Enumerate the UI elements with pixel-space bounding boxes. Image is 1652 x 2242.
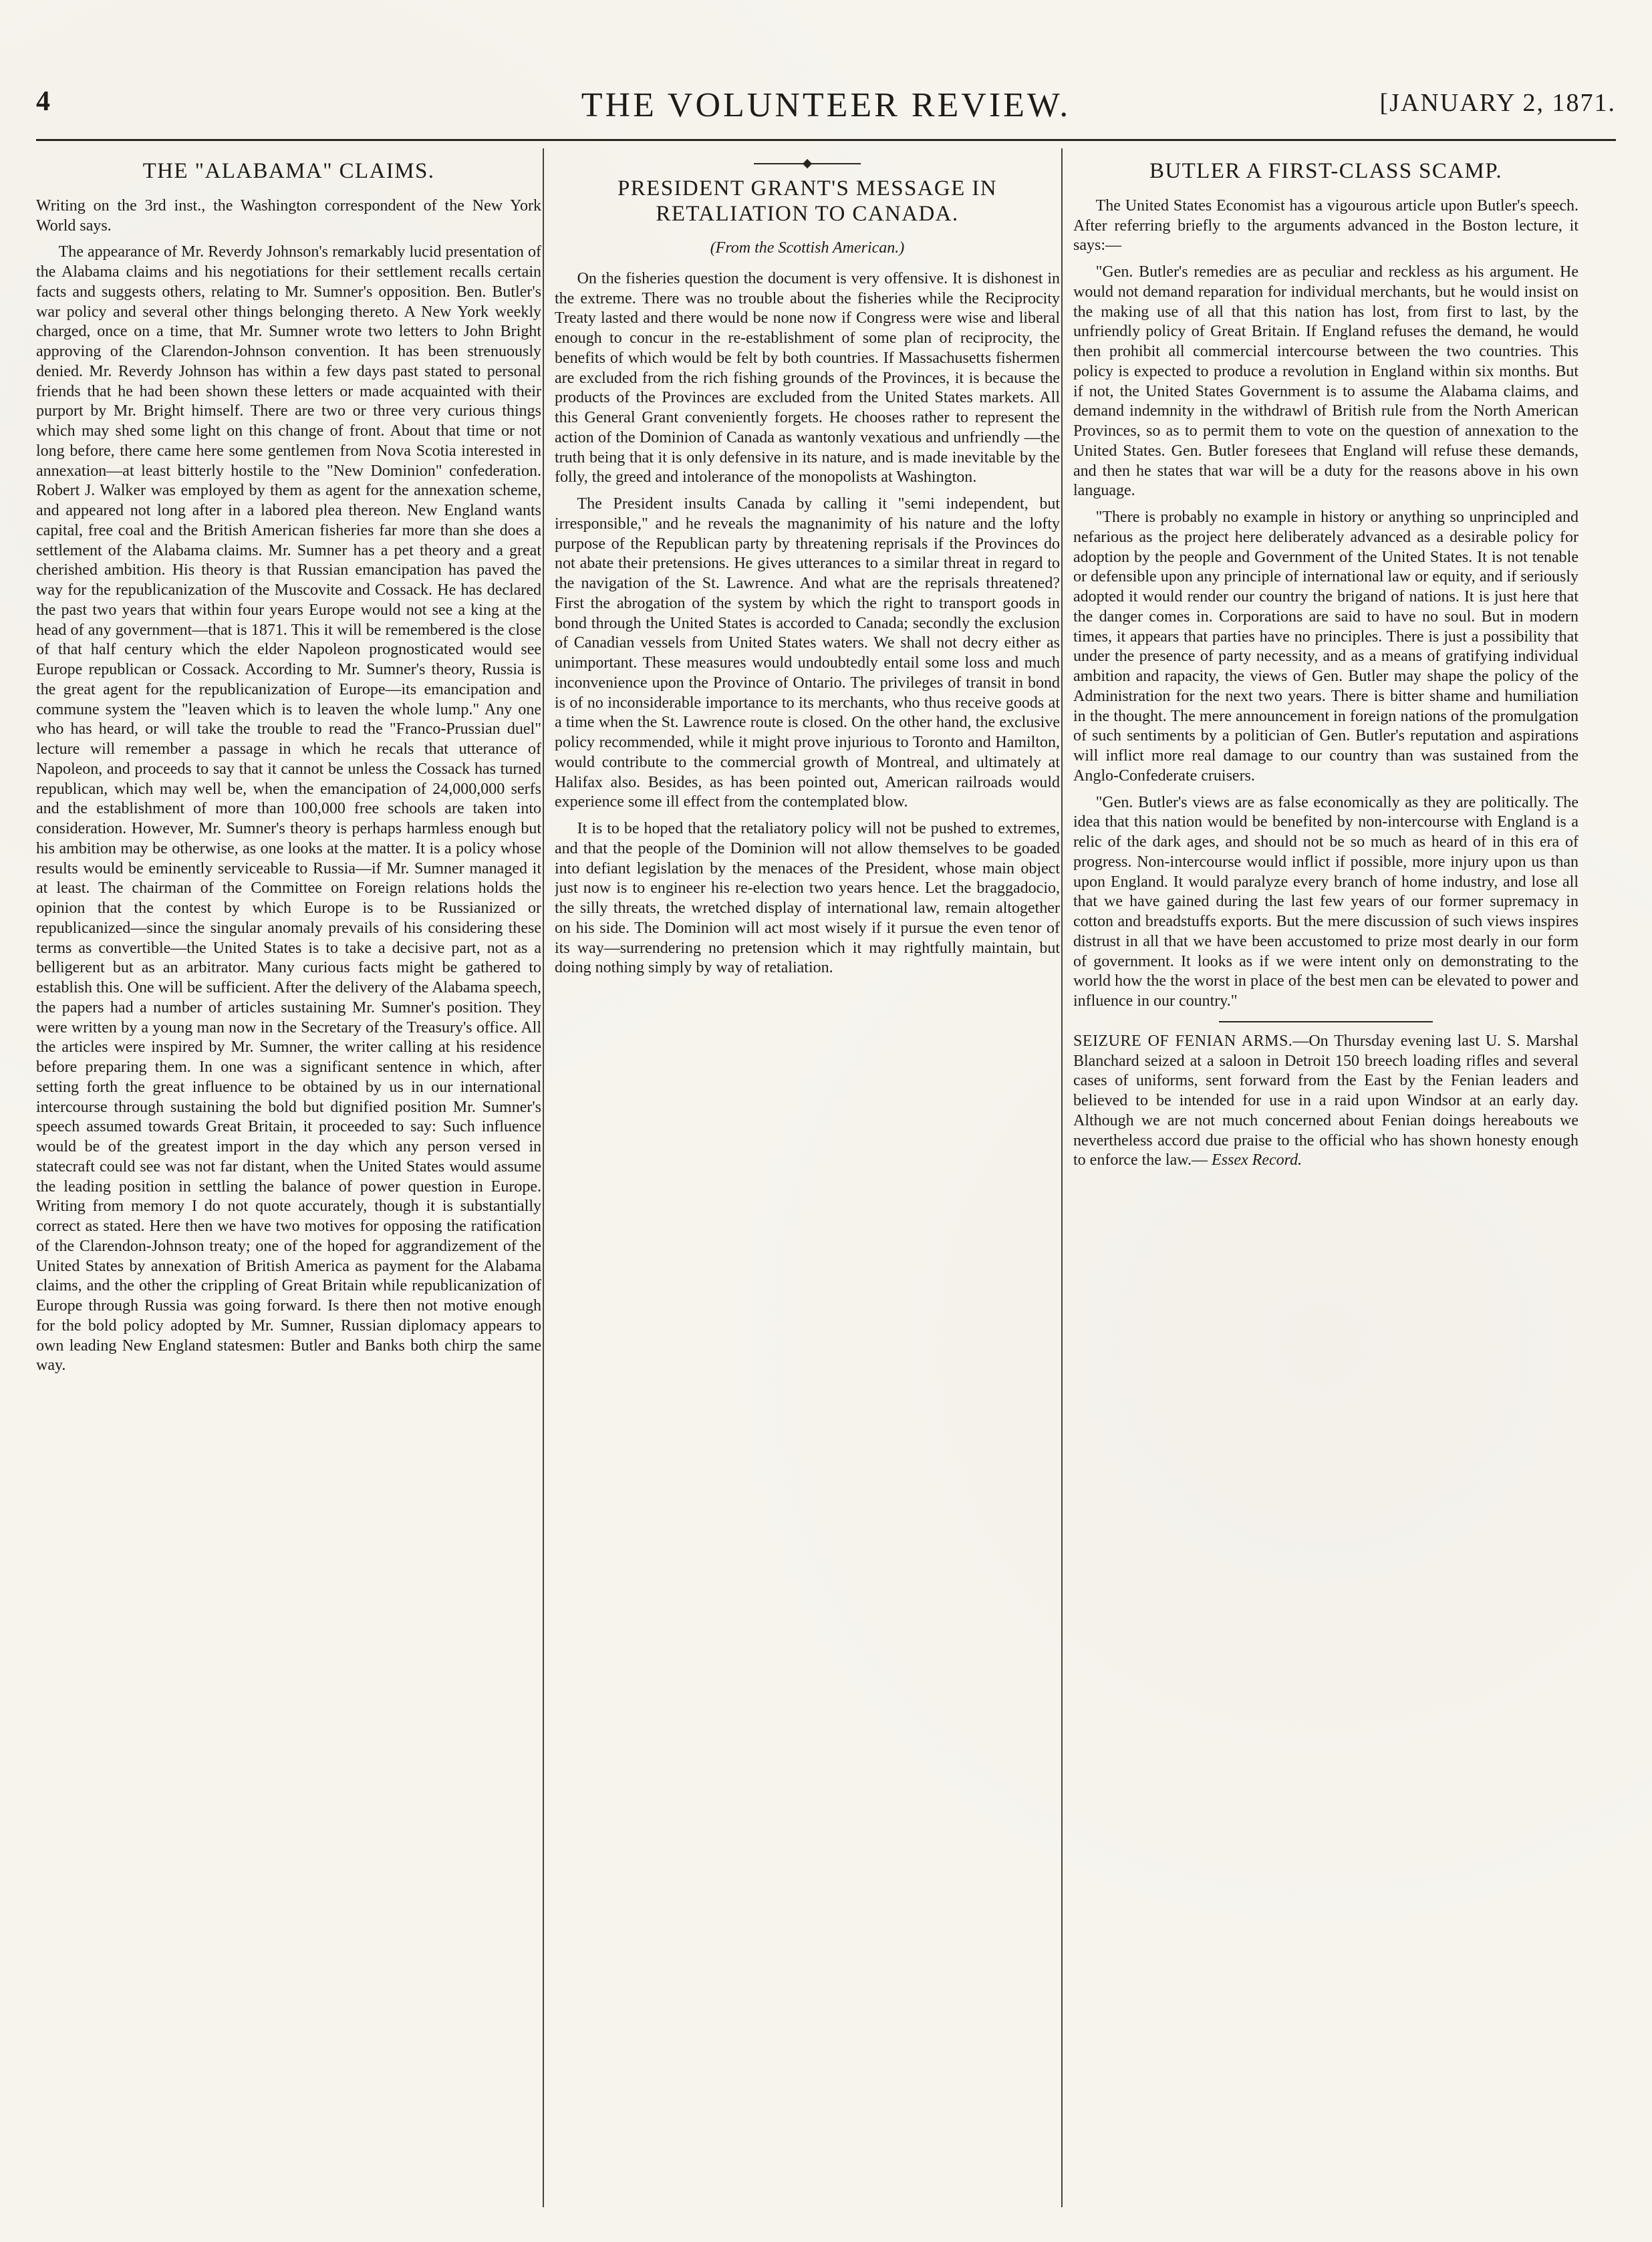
fenian-arms-text: —On Thursday evening last U. S. Marshal Blanchard seized at a saloon in Detroit 150 breech loading rifles and several cases of uniforms, sent forward from the East by the Fenian leaders and believed to be intended for use in a raid upon Windsor at an early day. Although we are not much concerned about Fenian doings hereabouts we nevertheless accord due praise to the official who has shown honesty enough to enforce the law.— bbox=[1073, 1032, 1578, 1169]
butler-body bbox=[1073, 196, 1578, 1012]
butler-paragraph-2: "Gen. Butler's remedies are as peculiar and reckless as his argument. He would not demand reparation for individual merchants, but he would insist on the making use of all that this nation has lost, from first to last, by the unfriendly policy of Great Britain. If England refuses the demand, he would then prohibit all commercial intercourse between the two countries. This policy is expected to produce a revolution in England within six months. But if not, the United States Government is to assume the Alabama claims, and demand indemnity in the withdrawl of British rule from the North American Provinces, so as to permit them to vote on the question of annexation to the United States. Gen. Butler foresees that England will refuse these demands, and then he states that war will be a duty for the reasons above in his own language. bbox=[1073, 263, 1578, 500]
butler-title: BUTLER A FIRST-CLASS SCAMP. bbox=[1149, 159, 1503, 183]
alabama-claims-body bbox=[36, 196, 541, 1376]
president-grant-source: (From the Scottish American.) bbox=[710, 239, 905, 257]
president-grant-body bbox=[555, 269, 1060, 978]
masthead-rule bbox=[36, 139, 1616, 141]
left-column bbox=[36, 151, 541, 2209]
issue-date: [JANUARY 2, 1871. bbox=[1379, 89, 1616, 117]
butler-paragraph-4: "Gen. Butler's views are as false economically as they are politically. The idea that this nation would be benefited by non-intercourse with England is a relic of the dark ages, and should not be so much as heard of in this era of progress. Non-intercourse would inflict if possible, more injury upon us than upon England. It would paralyze every branch of home industry, and lose all that we have gained during the last few years of our former supremacy in cotton and breadstuffs exports. But the mere discussion of such views inspires distrust in all that we have been accustomed to prize most dearly in our form of government. It looks as if we were intent only on demonstrating to the world how the the worst in place of the best men can be elevated to power and influence in our country." bbox=[1073, 793, 1578, 1010]
column-divider-right bbox=[1061, 148, 1063, 2207]
fenian-arms-paragraph bbox=[1073, 1032, 1578, 1171]
column-divider-left bbox=[543, 148, 544, 2207]
publication-title: THE VOLUNTEER REVIEW. bbox=[581, 86, 1071, 124]
president-grant-paragraph-2: The President insults Canada by calling it "semi independent, but irresponsible," and he reveals the magnanimity of his nature and the lofty purpose of the Republican party by threatening reprisals if the Provinces do not abate their pretensions. He gives utterances to a similar threat in regard to the navigation of the St. Lawrence. And what are the reprisals threatened? First the abrogation of the system by which the right to transport goods in bond through the United States is accorded to Canada; secondly the exclusion of Canadian vessels from United States waters. We shall not decry either as unimportant. These measures would undoubtedly entail some loss and much inconvenience upon the Province of Ontario. The privileges of transit in bond is of no inconsiderable importance to its merchants, who thus receive goods at a time when the St. Lawrence route is closed. On the other hand, the exclusive policy recommended, while it might prove injurious to Toronto and Hamilton, would contribute to the commercial growth of Montreal, and ultimately at Halifax also. Besides, as has been pointed out, American railroads would experience some ill effect from the contemplated blow. bbox=[555, 495, 1060, 811]
alabama-claims-title: THE "ALABAMA" CLAIMS. bbox=[142, 159, 435, 183]
fenian-arms-body bbox=[1073, 1032, 1578, 1171]
butler-paragraph-1: The United States Economist has a vigourous article upon Butler's speech. After referring briefly to the arguments advanced in the Boston lecture, it says:— bbox=[1073, 196, 1578, 255]
president-grant-paragraph-3: It is to be hoped that the retaliatory policy will not be pushed to extremes, and that the people of the Dominion will not allow themselves to be goaded into defiant legislation by the menaces of the President, whose main object just now is to engineer his re-election two years hence. Let the braggadocio, the silly threats, the wretched display of international law, remain altogether on his side. The Dominion will act most wisely if it pursue the even tenor of its way—surrendering no pretension which it may rightfully maintain, but doing nothing simply by way of retaliation. bbox=[555, 820, 1060, 977]
alabama-claims-paragraph-1: Writing on the 3rd inst., the Washington correspondent of the New York World says. bbox=[36, 196, 541, 235]
masthead bbox=[36, 86, 1616, 132]
right-column-rule bbox=[1219, 1021, 1433, 1022]
fenian-arms-source: Essex Record. bbox=[1212, 1151, 1302, 1169]
president-grant-paragraph-1: On the fisheries question the document is very offensive. It is dishonest in the extreme. There was no trouble about the fisheries while the Reciprocity Treaty lasted and there would be none now if Congress were wise and liberal enough to concur in the re-establishment of some plan of reciprocity, the benefits of which would be felt by both countries. If Massachusetts fishermen are excluded from the rich fishing grounds of the Provinces, it is because the products of the Provinces are excluded from the United States markets. All this General Grant conveniently forgets. He chooses rather to represent the action of the Dominion of Canada as wantonly vexatious and unfriendly —the truth being that it is only defensive in its nature, and is made inevitable by the folly, the greed and intolerance of the monopolists at Washington. bbox=[555, 269, 1060, 486]
fenian-arms-heading: SEIZURE OF FENIAN ARMS. bbox=[1073, 1032, 1293, 1050]
section-ornament-rule bbox=[754, 163, 861, 164]
page-number: 4 bbox=[36, 86, 51, 117]
middle-column bbox=[555, 151, 1060, 2209]
alabama-claims-paragraph-2: The appearance of Mr. Reverdy Johnson's remarkably lucid presentation of the Alabama claims and his negotiations for their settlement recalls certain facts and suggests others, relating to Mr. Sumner's opposition. Ben. Butler's war policy and several other things belonging thereto. A New York weekly charged, once on a time, that Mr. Sumner wrote two letters to John Bright approving of the Clarendon-Johnson convention. It has been strenuously denied. Mr. Reverdy Johnson has within a few days past stated to personal friends that he had been shown these letters or made acquainted with their purport by Mr. Bright himself. There are two or three very curious things which may shed some light on this change of front. About that time or not long before, there came here some gentlemen from Nova Scotia interested in annexation—at least bitterly hostile to the "New Dominion" confederation. Robert J. Walker was employed by them as agent for the annexation scheme, and appeared not long after in a labored plea thereon. New England wants capital, free coal and the British American fisheries far more than she does a settlement of the Alabama claims. Mr. Sumner has a pet theory and a great cherished ambition. His theory is that Russian emancipation has paved the way for the republicanization of the Muscovite and Cossack. He has declared the past two years that within four years Europe would not see a king at the head of any government—that is 1871. This it will be remembered is the close of that half century which the elder Napoleon prognosticated would see Europe republican or Cossack. According to Mr. Sumner's theory, Russia is the great agent for the republicanization of Europe—its emancipation and commune system the "leaven which is to leaven the whole lump." Any one who has heard, or will take the trouble to read the "Franco-Prussian duel" lecture will remember a passage in which he recals that utterance of Napoleon, and proceeds to say that it cannot be unless the Cossack has turned republican, which may well be, when the emancipation of 24,000,000 serfs and the establishment of more than 100,000 free schools are taken into consideration. However, Mr. Sumner's theory is perhaps harmless enough but his ambition may be otherwise, as one looks at the matter. It is a policy whose results would be eminently serviceable to Russia—if Mr. Sumner managed it at least. The chairman of the Committee on Foreign relations holds the opinion that the contest by which Europe is to be Russianized or republicanized—since the singular anomaly prevails of his considering these terms as convertible—the United States is to take a decisive part, not as a belligerent but as an arbitrator. Many curious facts might be gathered to establish this. One will be sufficient. After the delivery of the Alabama speech, the papers had a number of articles sustaining Mr. Sumner's position. They were written by a young man now in the Secretary of the Treasury's office. All the articles were inspired by Mr. Sumner, the writer calling at his residence before preparing them. In one was a significant sentence in which, after setting forth the great influence to be obtained by us in our international intercourse through sustaining the bold but dignified position Mr. Sumner's speech assumed towards Great Britain, it proceeded to say: Such influence would be of the greatest import in the day which any person versed in statecraft could see was not far distant, when the United States would assume the leading position in settling the balance of power question in Europe. Writing from memory I do not quote accurately, though it is substantially correct as stated. Here then we have two motives for opposing the ratification of the Clarendon-Johnson treaty; one of the hoped for aggrandizement of the United States by annexation of British America as payment for the Alabama claims, and the other the crippling of Great Britain while republicanization of Europe through Russia was going forward. Is there then not motive enough for the bold policy adopted by Mr. Sumner, Russian diplomacy appears to own leading New England statesmen: Butler and Banks both chirp the same way. bbox=[36, 243, 541, 1375]
president-grant-title: PRESIDENT GRANT'S MESSAGE IN RETALIATION TO CANADA. bbox=[617, 176, 997, 226]
butler-paragraph-3: "There is probably no example in history or anything so unprincipled and nefarious as the project here deliberately advanced as a desirable policy for adoption by the people and Government of the United States. It is not tenable or defensible upon any principle of international law or equity, and if seriously adopted it would render our country the brigand of nations. It is just here that the danger comes in. Corporations are said to have no soul. But in modern times, it appears that parties have no principles. There is just a possibility that under the presence of party necessity, and as a means of gratifying individual ambition and rapacity, the views of Gen. Butler may shape the policy of the Administration for the next two years. There is bitter shame and humiliation in the thought. The mere announcement in foreign nations of the promulgation of such sentiments by a politician of Gen. Butler's reputation and aspirations will inflict more real damage to our country than was sustained from the Anglo-Confederate cruisers. bbox=[1073, 509, 1578, 785]
right-column bbox=[1073, 151, 1578, 2209]
